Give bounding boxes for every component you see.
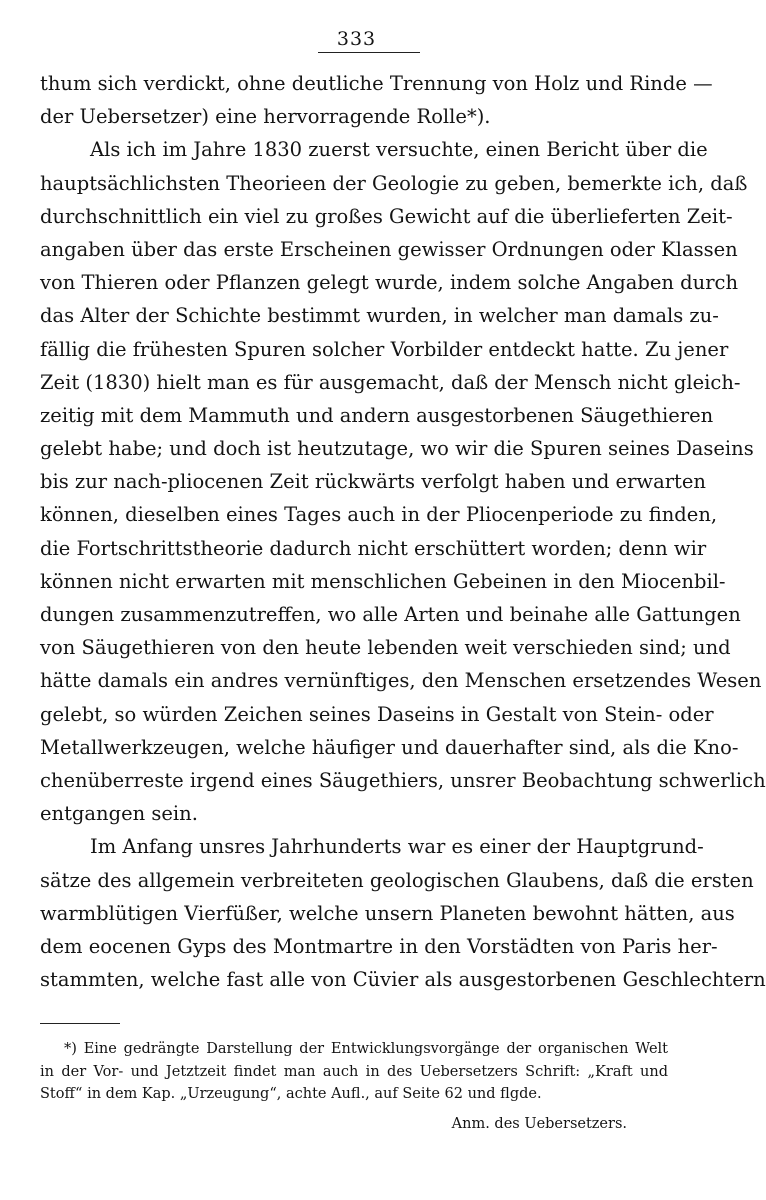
text-line: Als ich im Jahre 1830 zuerst versuchte, einen Bericht über die (90, 138, 708, 162)
text-line: fällig die frühesten Spuren solcher Vorbilder entdeckt hatte. Zu jener (40, 337, 729, 361)
text-line: gelebt, so würden Zeichen seines Daseins in Gestalt von Stein- oder (40, 702, 714, 726)
text-line: können, dieselben eines Tages auch in der Pliocenperiode zu finden, (40, 503, 718, 527)
footnote-line: *) Eine gedrängte Darstellung der Entwicklungsvorgänge der organischen Welt (64, 1041, 668, 1057)
text-line: hätte damals ein andres vernünftiges, den Menschen ersetzendes Wesen (40, 669, 762, 693)
text-line: von Säugethieren von den heute lebenden weit verschieden sind; und (40, 636, 731, 660)
text-line: warmblütigen Vierfüßer, welche unsern Planeten bewohnt hätten, aus (40, 901, 735, 925)
text-line: von Thieren oder Pflanzen gelegt wurde, indem solche Angaben durch (40, 271, 739, 295)
text-line: chenüberreste irgend eines Säugethiers, unsrer Beobachtung schwerlich (40, 768, 766, 792)
footnote-signature: Anm. des Uebersetzers. (451, 1116, 627, 1132)
text-line: thum sich verdickt, ohne deutliche Trennung von Holz und Rinde — (40, 72, 713, 95)
text-line: stammten, welche fast alle von Cüvier als ausgestorbenen Geschlechtern (40, 968, 766, 992)
text-line: Zeit (1830) hielt man es für ausgemacht, daß der Mensch nicht gleich- (40, 370, 741, 394)
text-line: Im Anfang unsres Jahrhunderts war es einer der Hauptgrund- (90, 835, 704, 859)
text-line: durchschnittlich ein viel zu großes Gewicht auf die überlieferten Zeit- (40, 204, 733, 228)
text-line: sätze des allgemein verbreiteten geologischen Glaubens, daß die ersten (40, 868, 754, 892)
text-line: Metallwerkzeugen, welche häufiger und dauerhafter sind, als die Kno- (40, 735, 739, 759)
text-line: bis zur nach-pliocenen Zeit rückwärts verfolgt haben und erwarten (40, 470, 706, 494)
text-line: dungen zusammenzutreffen, wo alle Arten und beinahe alle Gattungen (40, 603, 741, 626)
text-line: das Alter der Schichte bestimmt wurden, in welcher man damals zu- (40, 304, 719, 328)
text-line: angaben über das erste Erscheinen gewisser Ordnungen oder Klassen (40, 237, 738, 261)
text-line: die Fortschrittstheorie dadurch nicht erschüttert worden; denn wir (40, 536, 707, 560)
text-line: hauptsächlichsten Theorieen der Geologie zu geben, bemerkte ich, daß (40, 171, 748, 195)
text-line: dem eocenen Gyps des Montmartre in den Vorstädten von Paris her- (40, 934, 718, 958)
text-line: entgangen sein. (40, 802, 198, 826)
footnote-line: in der Vor- und Jetztzeit findet man auch in des Uebersetzers Schrift: „Kraft und (40, 1063, 668, 1080)
footnote-line: Stoff“ in dem Kap. „Urzeugung“, achte Aufl., auf Seite 62 und flgde. (40, 1086, 542, 1102)
footnote (40, 1038, 668, 1106)
text-line: zeitig mit dem Mammuth und andern ausgestorbenen Säugethieren (40, 403, 714, 427)
body-text (40, 67, 766, 996)
text-line: gelebt habe; und doch ist heutzutage, wo wir die Spuren seines Daseins (40, 437, 754, 461)
page-number: 333 (336, 28, 377, 50)
footnote-rule (40, 1023, 120, 1024)
text-line: können nicht erwarten mit menschlichen Gebeinen in den Miocenbil- (40, 569, 726, 593)
text-line: der Uebersetzer) eine hervorragende Rolle*). (40, 105, 491, 129)
header-rule (318, 52, 420, 53)
